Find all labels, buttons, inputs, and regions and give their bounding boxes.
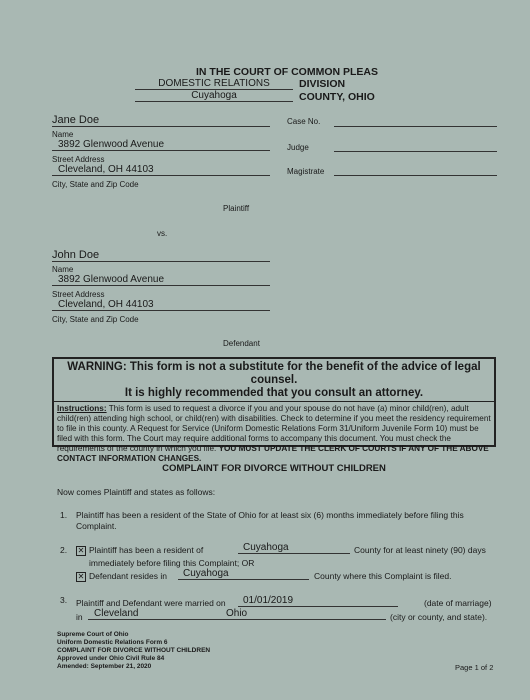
plaintiff-name-label: Name (52, 130, 74, 139)
warning-box (52, 357, 496, 463)
plaintiff-street-label: Street Address (52, 155, 105, 164)
plaintiff-city-label: City, State and Zip Code (52, 180, 139, 189)
plaintiff-street-field[interactable]: 3892 Glenwood Avenue (52, 139, 270, 151)
defendant-name-label: Name (52, 265, 74, 274)
item-2a-row (76, 545, 203, 556)
marriage-date-field[interactable]: 01/01/2019 (238, 595, 398, 607)
defendant-street-field[interactable]: 3892 Glenwood Avenue (52, 274, 270, 286)
item-2b-text: Defendant resides in (89, 571, 167, 581)
defendant-resides-checkbox[interactable]: ✕ (77, 571, 85, 581)
warning-line-2: It is highly recommended that you consult an attorney. (124, 387, 424, 399)
form-footer (57, 631, 210, 671)
footer-line-2: Uniform Domestic Relations Form 6 (57, 639, 168, 646)
magistrate-field[interactable] (334, 165, 497, 176)
division-field[interactable]: DOMESTIC RELATIONS (135, 78, 293, 90)
instructions-bold: YOU MUST UPDATE THE CLERK OF COURTS IF ANY OF THE ABOVE CONTACT INFORMATION CHANGES. (57, 444, 489, 463)
page-number: Page 1 of 2 (455, 663, 494, 672)
court-title: IN THE COURT OF COMMON PLEAS (196, 66, 378, 78)
case-no-label: Case No. (287, 117, 321, 126)
plaintiff-city-field[interactable]: Cleveland, OH 44103 (52, 164, 270, 176)
item-3-text: Plaintiff and Defendant were married on (76, 598, 226, 608)
footer-line-4: Approved under Ohio Civil Rule 84 (57, 655, 165, 662)
item-2b-county-field[interactable]: Cuyahoga (178, 568, 309, 580)
defendant-name-field[interactable]: John Doe (52, 249, 270, 262)
county-label: COUNTY, OHIO (299, 91, 375, 103)
instructions-body: This form is used to request a divorce if you and your spouse do not have (a) minor child(ren), adult child(ren) attending high school, or child(ren) with disabilities. Check to determine if you meet the residency requirement to file in this county. A Request for Service (Uniform Domestic Relations Form 31/Uniform Juvenile Form 10) must be filed with this form. The Court may require additional forms to accompany this document. You must check the requirements of the county in which you file. (57, 404, 491, 453)
complaint-title: COMPLAINT FOR DIVORCE WITHOUT CHILDREN (162, 463, 386, 474)
item-2b-row (76, 571, 167, 582)
item-2b-suffix: County where this Complaint is filed. (314, 571, 452, 581)
footer-line-5: Amended: September 21, 2020 (57, 663, 152, 670)
instructions-text (54, 402, 494, 466)
plaintiff-role-label: Plaintiff (223, 204, 250, 213)
item-3-in: in (76, 612, 83, 622)
item-2a-suffix: County for at least ninety (90) days (354, 545, 486, 555)
defendant-street-label: Street Address (52, 290, 105, 299)
defendant-city-label: City, State and Zip Code (52, 315, 139, 324)
item-2a-county-field[interactable]: Cuyahoga (238, 542, 350, 554)
marriage-date-label: (date of marriage) (424, 598, 492, 608)
judge-field[interactable] (334, 141, 497, 152)
division-label: DIVISION (299, 78, 346, 90)
versus-label: vs. (157, 229, 168, 238)
case-no-field[interactable] (334, 116, 497, 127)
item-1-number: 1. (60, 510, 68, 520)
footer-line-3: COMPLAINT FOR DIVORCE WITHOUT CHILDREN (57, 647, 211, 654)
marriage-state-field[interactable]: Ohio (200, 608, 386, 620)
instructions-label: Instructions: (57, 404, 107, 413)
judge-label: Judge (287, 143, 309, 152)
footer-line-1: Supreme Court of Ohio (57, 631, 129, 638)
item-2-number: 2. (60, 545, 68, 555)
county-field[interactable]: Cuyahoga (135, 90, 293, 102)
defendant-role-label: Defendant (223, 339, 260, 348)
defendant-city-field[interactable]: Cleveland, OH 44103 (52, 299, 270, 311)
magistrate-label: Magistrate (287, 167, 325, 176)
warning-line-1: WARNING: This form is not a substitute for the benefit of the advice of legal counsel. (67, 361, 481, 386)
item-1-text: Plaintiff has been a resident of the State of Ohio for at least six (6) months immediately before filing this Complaint. (76, 510, 464, 531)
plaintiff-resident-checkbox[interactable]: ✕ (77, 545, 85, 555)
item-2a-text: Plaintiff has been a resident of (89, 545, 204, 555)
plaintiff-name-field[interactable]: Jane Doe (52, 114, 270, 127)
item-2a-line-2: immediately before filing this Complaint; OR (89, 558, 255, 568)
complaint-intro: Now comes Plaintiff and states as follows: (57, 487, 216, 497)
marriage-place-label: (city or county, and state). (390, 612, 488, 622)
item-3-number: 3. (60, 595, 68, 605)
marriage-city-field[interactable]: Cleveland (88, 608, 200, 620)
